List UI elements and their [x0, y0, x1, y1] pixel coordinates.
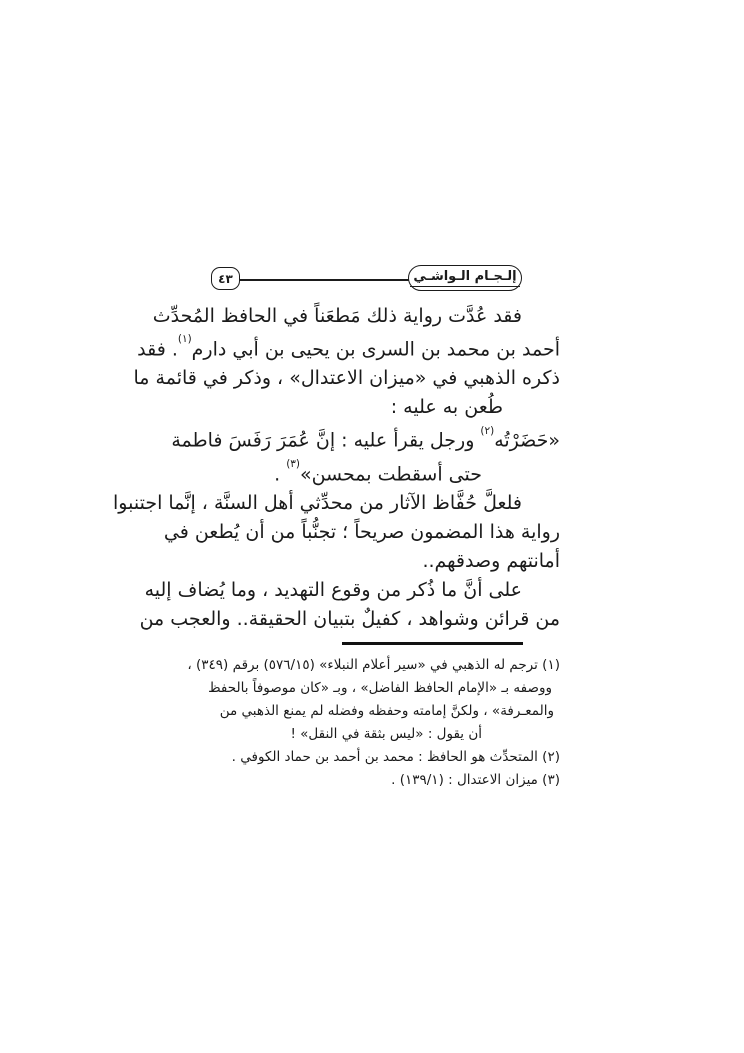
- body-line: [140, 456, 560, 489]
- body-line: ذكره الذهبي في «ميزان الاعتدال» ، وذكر في قائمة ما: [133, 367, 560, 390]
- footnote-marker-3: (٣): [286, 457, 300, 470]
- book-title-box: [408, 265, 522, 291]
- body-line-text: «حَضَرْتُه: [494, 429, 560, 452]
- footnote-marker-2: (٢): [480, 424, 495, 437]
- footnote-line: (٢) المتحدِّث هو الحافظ : محمد بن أحمد بن حماد الكوفي .: [231, 749, 560, 765]
- footnote-line: (١) ترجم له الذهبي في «سير أعلام النبلاء» (٥٧٦/١٥) برقم (٣٤٩) ،: [187, 657, 560, 673]
- body-line: طُعن به عليه :: [390, 396, 503, 419]
- footnotes: [186, 654, 560, 792]
- body-text: [113, 302, 560, 634]
- body-line-text: . فقد: [137, 338, 178, 361]
- body-line-text: حتى أسقطت بمحسن»: [299, 462, 482, 485]
- footnote-line: والمعـرفة» ، ولكنَّ إمامته وحفظه وفضله لم يمنع الذهبي من: [219, 703, 554, 719]
- body-line-text: ورجل يقرأ عليه : إنَّ عُمَرَ رَفَسَ فاطمة: [171, 429, 481, 452]
- book-title: إلـجـام الـواشـي: [410, 269, 519, 287]
- header-rule: [239, 279, 409, 281]
- footnote-line: أن يقول : «ليس بثقة في النقل» !: [290, 726, 482, 742]
- body-line: [137, 331, 560, 364]
- footnote-marker-1: (١): [177, 333, 192, 346]
- body-line: أمانتهم وصدقهم..: [422, 549, 560, 572]
- body-line: فقد عُدَّت رواية ذلك مَطعَناً في الحافظ المُحدِّث: [152, 305, 522, 327]
- footnote-line: ووصفه بـ «الإمام الحافظ الفاضل» ، وبـ «كان موصوفاً بالحفظ: [208, 680, 552, 696]
- footnote-divider: [342, 642, 523, 645]
- page-number-box: [211, 267, 240, 290]
- body-line: رواية هذا المضمون صريحاً ؛ تجنُّباً من أن يُطعن في: [163, 520, 560, 543]
- page-number: ٤٣: [218, 271, 233, 286]
- body-line: على أنَّ ما ذُكر من وقوع التهديد ، وما يُضاف إليه: [144, 578, 522, 601]
- footnote-line: (٣) ميزان الاعتدال : (١٣٩/١) .: [391, 772, 560, 788]
- body-line-text: .: [274, 462, 287, 485]
- body-line: من قرائن وشواهد ، كفيلٌ بتبيان الحقيقة.. والعجب من: [139, 607, 560, 630]
- body-line: [140, 422, 560, 455]
- body-line: فلعلَّ حُفَّاظ الآثار من محدِّثي أهل السنَّة ، إنَّما اجتنبوا: [113, 491, 522, 514]
- body-line-text: أحمد بن محمد بن السرى بن يحيى بن أبي دارم: [191, 338, 560, 361]
